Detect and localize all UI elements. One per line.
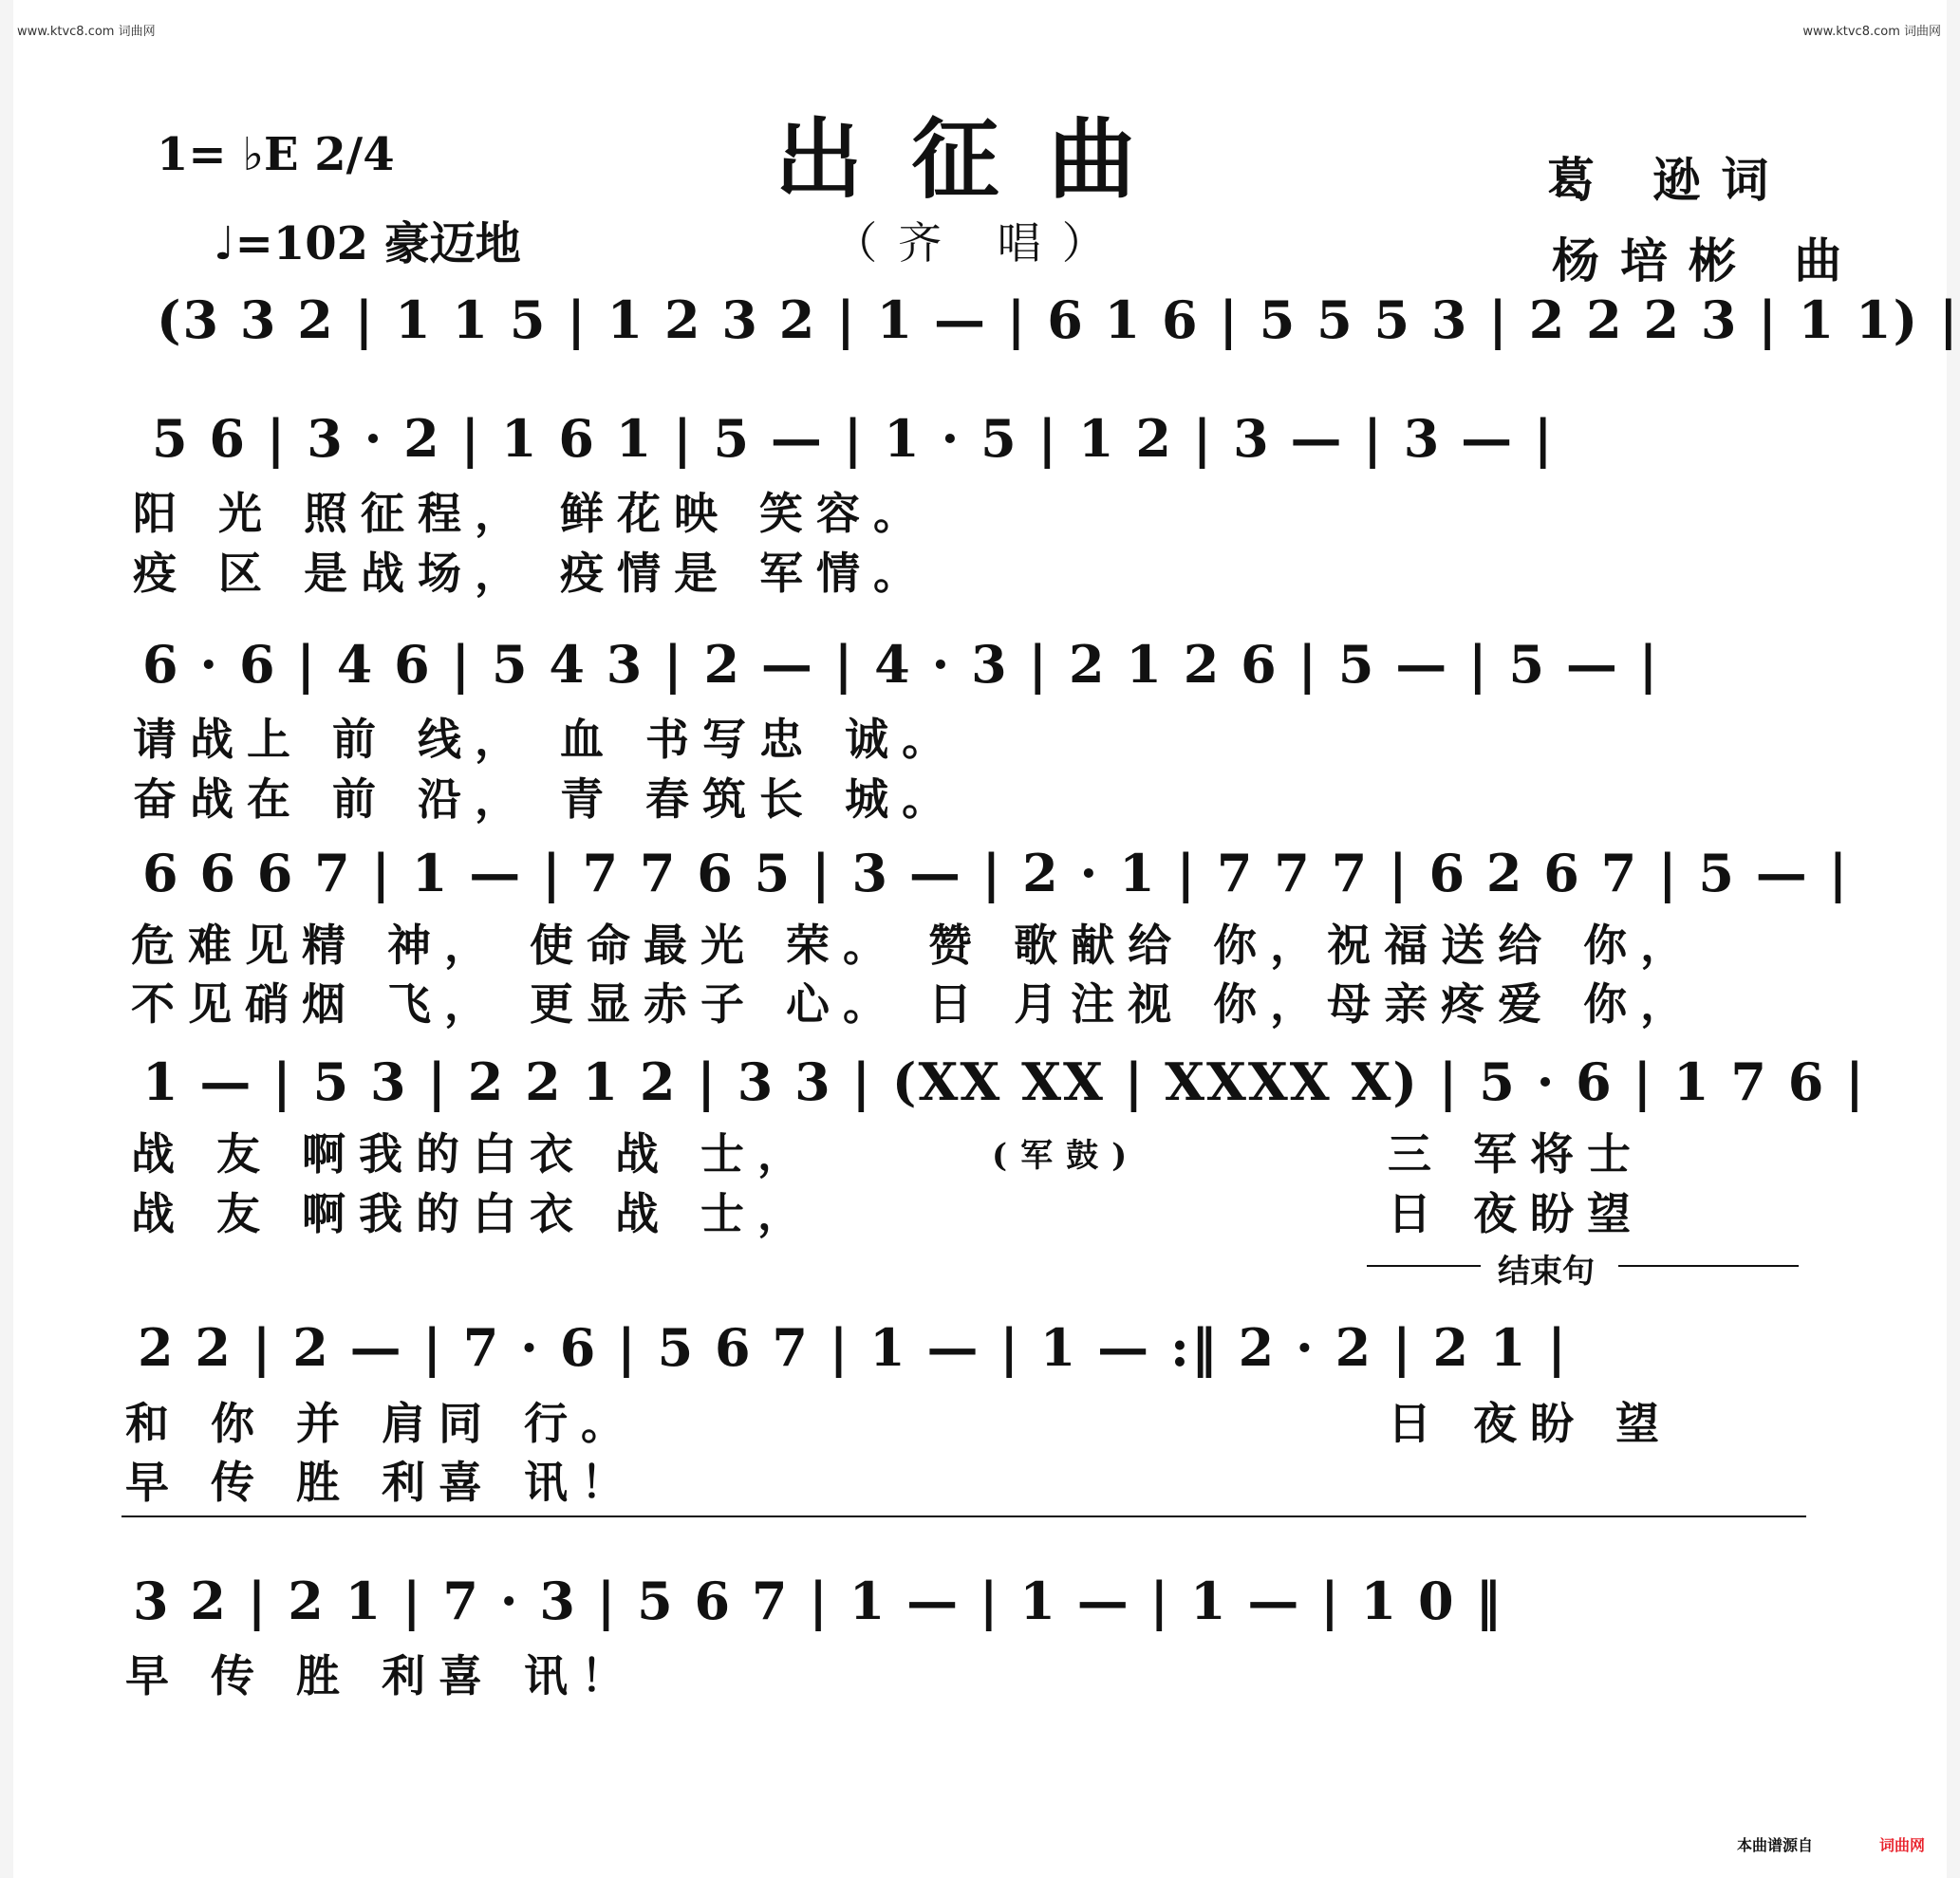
system-6-notes: 2 2 | 2 — | 7 · 6 | 5 6 7 | 1 — | 1 — :‖ 2 · 2 | 2 1 | bbox=[138, 1317, 1568, 1378]
song-title: 出征曲 bbox=[775, 108, 1185, 211]
system-6-lyric-tail: 日 夜盼 望 bbox=[1388, 1398, 1673, 1449]
system-2-lyric-verse-2: 疫 区 是战场， 疫情是 军情。 bbox=[133, 548, 931, 599]
ending-label: 结束句 bbox=[1498, 1253, 1595, 1291]
system-4-lyric-verse-2: 不见硝烟 飞， 更显赤子 心。 日 月注视 你，母亲疼爱 你， bbox=[131, 978, 1698, 1030]
system-6-lyric-verse-2: 早 传 胜 利喜 讯！ bbox=[125, 1457, 639, 1508]
watermark-left: www.ktvc8.com 词曲网 bbox=[17, 25, 156, 39]
song-subtitle: （齐 唱） bbox=[833, 217, 1127, 269]
system-5-lyric-tail-verse-1: 三 军将士 bbox=[1388, 1128, 1645, 1180]
right-margin-strip bbox=[1947, 0, 1960, 1878]
composer-credit: 杨培彬 曲 bbox=[1552, 232, 1863, 288]
left-margin-strip bbox=[0, 0, 13, 1878]
key-signature: 1= ♭E 2/4 bbox=[157, 128, 395, 181]
system-3-lyric-verse-2: 奋战在 前 沿， 青 春筑长 城。 bbox=[133, 773, 960, 825]
system-5-lyric-verse-2: 战 友 啊我的白衣 战 士， bbox=[131, 1188, 815, 1239]
system-4-lyric-verse-1: 危难见精 神， 使命最光 荣。 赞 歌献给 你，祝福送给 你， bbox=[131, 920, 1698, 971]
system-2-notes: 5 6 | 3 · 2 | 1 6 1 | 5 — | 1 · 5 | 1 2 | 3 — | 3 — | bbox=[152, 408, 1555, 469]
footer-brand: 词曲网 bbox=[1879, 1836, 1926, 1854]
drum-annotation: (军鼓) bbox=[992, 1137, 1141, 1175]
system-5-lyric-tail-verse-2: 日 夜盼望 bbox=[1388, 1188, 1645, 1239]
ending-bracket-right bbox=[1618, 1265, 1799, 1267]
intro-notes: (3 3 2 | 1 1 5 | 1 2 3 2 | 1 — | 6 1 6 | 5 5 5 3 | 2 2 2 3 | 1 1) | bbox=[157, 289, 1960, 350]
system-2-lyric-verse-1: 阳 光 照征程， 鲜花映 笑容。 bbox=[133, 488, 931, 539]
system-6-lyric-verse-1: 和 你 并 肩同 行。 bbox=[125, 1398, 639, 1449]
system-5-lyric-verse-1: 战 友 啊我的白衣 战 士， bbox=[131, 1128, 815, 1180]
ending-divider-line bbox=[121, 1515, 1806, 1517]
footer-source-text: 本曲谱源自 bbox=[1737, 1836, 1814, 1854]
system-4-notes: 6 6 6 7 | 1 — | 7 7 6 5 | 3 — | 2 · 1 | 7 7 7 | 6 2 6 7 | 5 — | bbox=[142, 843, 1850, 903]
ending-bracket-left bbox=[1367, 1265, 1481, 1267]
watermark-right: www.ktvc8.com 词曲网 bbox=[1802, 25, 1941, 39]
tempo-marking: ♩=102 豪迈地 bbox=[214, 217, 521, 270]
system-7-notes: 3 2 | 2 1 | 7 · 3 | 5 6 7 | 1 — | 1 — | 1 — | 1 0 ‖ bbox=[133, 1571, 1503, 1631]
lyricist-credit: 葛 逊词 bbox=[1547, 152, 1790, 208]
system-3-notes: 6 · 6 | 4 6 | 5 4 3 | 2 — | 4 · 3 | 2 1 2 6 | 5 — | 5 — | bbox=[142, 634, 1660, 695]
system-7-lyric: 早 传 胜 利喜 讯！ bbox=[125, 1650, 639, 1701]
system-5-notes: 1 — | 5 3 | 2 2 1 2 | 3 3 | (XX XX | XXXX X) | 5 · 6 | 1 7 6 | bbox=[142, 1051, 1866, 1112]
system-3-lyric-verse-1: 请战上 前 线， 血 书写忠 诚。 bbox=[133, 714, 960, 765]
